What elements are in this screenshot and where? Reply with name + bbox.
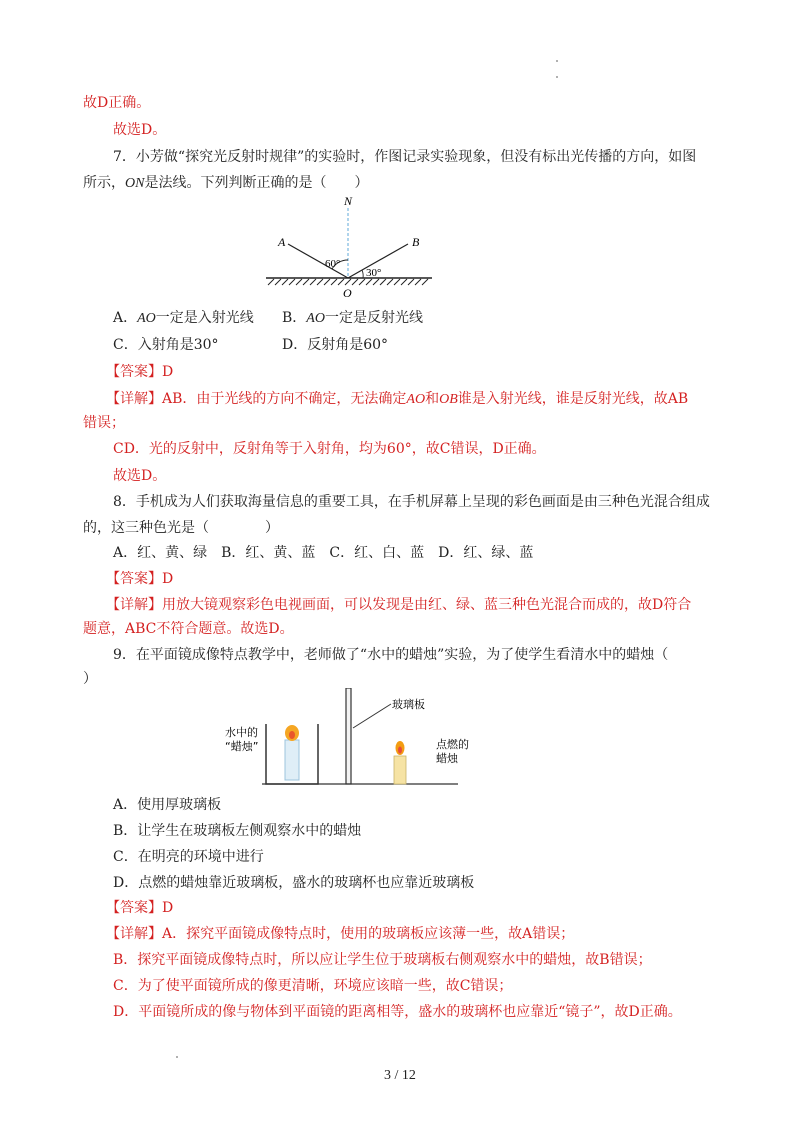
exp-text: 【详解】AB．由于光线的方向不确定，无法确定	[106, 391, 407, 407]
q7-option-d: D．反射角是60°	[282, 337, 389, 353]
q7-normal-label: ON	[125, 176, 145, 191]
q9-explanation-line4: D．平面镜所成的像与物体到平面镜的距离相等，盛水的玻璃杯也应靠近“镜子”，故D正确。	[113, 1004, 682, 1020]
lit-candle-label-1: 点燃的	[436, 738, 469, 751]
q8-explanation-line1: 【详解】用放大镜观察彩色电视画面，可以发现是由红、绿、蓝三种色光混合而成的，故D符合	[106, 597, 692, 613]
option-text: 一定是反射光线	[324, 310, 423, 326]
q8-answer: 【答案】D	[106, 571, 174, 587]
q7-option-c: C．入射角是30°	[113, 337, 219, 353]
q7-option-b	[282, 308, 423, 329]
exp-italic: AO	[406, 392, 426, 407]
option-italic: AO	[306, 311, 325, 326]
lit-candle-flame-core	[398, 747, 402, 754]
angle-arc-30	[362, 270, 363, 278]
surface-hatching	[268, 279, 428, 285]
q8-options: A．红、黄、绿 B．红、黄、蓝 C．红、白、蓝 D．红、绿、蓝	[113, 545, 534, 561]
lit-candle-label-2: 蜡烛	[436, 752, 458, 765]
q9-stem-line2: ）	[83, 671, 97, 687]
q9-answer: 【答案】D	[106, 900, 174, 916]
q7-stem-text: 是法线。下列判断正确的是（ ）	[144, 175, 369, 191]
angle-30-label: 30°	[366, 267, 382, 279]
speck	[176, 1056, 178, 1058]
option-italic: AO	[137, 311, 156, 326]
exp-text: 和	[425, 391, 440, 407]
glass-plate	[346, 688, 351, 784]
label-n: N	[344, 194, 353, 208]
water-candle-label-2: “蜡烛”	[225, 740, 259, 753]
q9-explanation-line1: 【详解】A．探究平面镜成像特点时，使用的玻璃板应该薄一些，故A错误；	[106, 926, 575, 942]
speck	[556, 60, 558, 62]
label-b: B	[412, 235, 420, 249]
q7-option-a	[113, 308, 254, 329]
glass-leader-line	[353, 704, 391, 728]
label-o: O	[343, 286, 352, 300]
candle-experiment-figure	[222, 688, 492, 790]
water-candle-label-1: 水中的	[225, 726, 258, 739]
q7-explanation-line1-cont: 错误；	[83, 415, 125, 431]
option-text: B．	[282, 310, 307, 326]
q9-explanation-line3: C．为了使平面镜所成的像更清晰，环境应该暗一些，故C错误；	[113, 978, 513, 994]
q7-answer: 【答案】D	[106, 364, 174, 380]
water-candle-flame-core	[289, 731, 295, 739]
q8-stem-line2: 的，这三种色光是（ ）	[83, 520, 279, 536]
option-text: 一定是入射光线	[155, 310, 254, 326]
q7-stem-text: 所示，	[83, 175, 125, 191]
q6-conclusion: 故选D。	[113, 122, 167, 138]
label-a: A	[278, 235, 286, 249]
q9-option-b: B．让学生在玻璃板左侧观察水中的蜡烛	[113, 823, 362, 839]
exp-italic: OB	[439, 392, 458, 407]
q7-conclusion: 故选D。	[113, 468, 167, 484]
q8-explanation-line2: 题意，ABC不符合题意。故选D。	[83, 621, 294, 637]
reflection-figure	[262, 194, 442, 300]
q7-stem-line2	[83, 173, 368, 194]
q9-option-d: D．点燃的蜡烛靠近玻璃板，盛水的玻璃杯也应靠近玻璃板	[113, 875, 475, 891]
q9-stem-line1: 9．在平面镜成像特点教学中，老师做了“水中的蜡烛”实验，为了使学生看清水中的蜡烛（	[113, 647, 669, 663]
water-candle	[285, 740, 299, 780]
speck	[556, 76, 558, 78]
glass-plate-label: 玻璃板	[392, 698, 425, 711]
q7-explanation-line1	[106, 389, 688, 410]
q8-stem-line1: 8．手机成为人们获取海量信息的重要工具，在手机屏幕上呈现的彩色画面是由三种色光混合组成	[113, 494, 710, 510]
page-number: 3 / 12	[384, 1068, 416, 1083]
q9-option-a: A．使用厚玻璃板	[113, 797, 222, 813]
option-text: A．	[113, 310, 138, 326]
q9-explanation-line2: B．探究平面镜成像特点时，所以应让学生位于玻璃板右侧观察水中的蜡烛，故B错误；	[113, 952, 652, 968]
q9-option-c: C．在明亮的环境中进行	[113, 849, 264, 865]
lit-candle	[394, 756, 406, 784]
angle-60-label: 60°	[325, 258, 341, 270]
q7-stem-line1: 7．小芳做“探究光反射时规律”的实验时，作图记录实验现象，但没有标出光传播的方向，如图	[113, 149, 697, 165]
q6-explanation-line: 故D正确。	[83, 95, 151, 111]
q7-explanation-line2: CD．光的反射中，反射角等于入射角，均为60°，故C错误，D正确。	[113, 441, 546, 457]
exp-text: 谁是入射光线，谁是反射光线，故AB	[457, 391, 689, 407]
